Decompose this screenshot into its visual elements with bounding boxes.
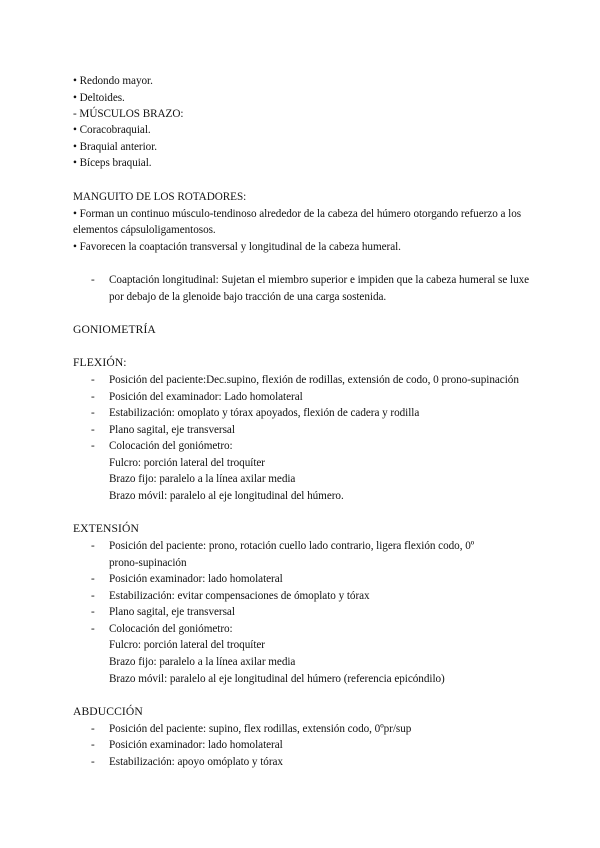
manguito-line: • Forman un continuo músculo-tendinoso alrededor de la cabeza del húmero otorgando refuerzo a los — [73, 208, 522, 220]
dash-marker: - — [91, 623, 95, 635]
extension-item: Colocación del goniómetro: — [109, 623, 233, 635]
dash-marker: - — [91, 590, 95, 602]
flexion-item: Posición del examinador: Lado homolateral — [109, 391, 303, 403]
flexion-title: FLEXIÓN: — [73, 356, 127, 369]
flexion-item: Plano sagital, eje transversal — [109, 424, 235, 436]
abduccion-item: Estabilización: apoyo omóplato y tórax — [109, 756, 283, 768]
dash-marker: - — [91, 274, 95, 286]
dash-marker: - — [91, 606, 95, 618]
dash-marker: - — [91, 391, 95, 403]
dash-marker: - — [91, 739, 95, 751]
extension-subitem: Fulcro: porción lateral del troquíter — [109, 639, 265, 651]
dash-marker: - — [91, 374, 95, 386]
manguito-line: • Favorecen la coaptación transversal y longitudinal de la cabeza humeral. — [73, 241, 401, 253]
dash-marker: - — [91, 440, 95, 452]
flexion-item: Estabilización: omoplato y tórax apoyados, flexión de cadera y rodilla — [109, 407, 420, 419]
manguito-title: MANGUITO DE LOS ROTADORES: — [73, 191, 247, 203]
flexion-subitem: Fulcro: porción lateral del troquíter — [109, 457, 265, 469]
flexion-item: Posición del paciente:Dec.supino, flexión de rodillas, extensión de codo, 0 prono-supinación — [109, 374, 519, 386]
extension-subitem: Brazo fijo: paralelo a la línea axilar media — [109, 656, 296, 668]
extension-item-line1: Posición del paciente: prono, rotación cuello lado contrario, ligera flexión codo, 0º — [109, 540, 475, 552]
manguito-line: elementos cápsuloligamentosos. — [73, 224, 216, 236]
dash-marker: - — [91, 540, 95, 552]
flexion-item: Colocación del goniómetro: — [109, 440, 233, 452]
extension-title: EXTENSIÓN — [73, 522, 139, 535]
musculos-brazo-heading: - MÚSCULOS BRAZO: — [73, 108, 184, 120]
coaptacion-longitudinal-line1: Coaptación longitudinal: Sujetan el miembro superior e impiden que la cabeza humeral se luxe — [109, 274, 530, 286]
extension-item: Posición examinador: lado homolateral — [109, 573, 283, 585]
bullet-biceps-braquial: • Bíceps braquial. — [73, 157, 152, 169]
flexion-subitem: Brazo móvil: paralelo al eje longitudinal del húmero. — [109, 490, 344, 502]
bullet-coracobraquial: • Coracobraquial. — [73, 124, 151, 136]
bullet-deltoides: • Deltoides. — [73, 92, 125, 104]
coaptacion-longitudinal-line2: por debajo de la glenoide bajo tracción de una carga sostenida. — [109, 291, 387, 303]
flexion-subitem: Brazo fijo: paralelo a la línea axilar media — [109, 473, 296, 485]
dash-marker: - — [91, 407, 95, 419]
abduccion-item: Posición examinador: lado homolateral — [109, 739, 283, 751]
dash-marker: - — [91, 756, 95, 768]
extension-subitem: Brazo móvil: paralelo al eje longitudinal del húmero (referencia epicóndilo) — [109, 673, 445, 685]
dash-marker: - — [91, 723, 95, 735]
extension-item: Plano sagital, eje transversal — [109, 606, 235, 618]
extension-item-line2: prono-supinación — [109, 557, 187, 569]
bullet-redondo-mayor: • Redondo mayor. — [73, 75, 153, 87]
dash-marker: - — [91, 573, 95, 585]
abduccion-title: ABDUCCIÓN — [73, 705, 143, 718]
goniometria-title: GONIOMETRÍA — [73, 323, 156, 336]
dash-marker: - — [91, 424, 95, 436]
extension-item: Estabilización: evitar compensaciones de ómoplato y tórax — [109, 590, 370, 602]
bullet-braquial-anterior: • Braquial anterior. — [73, 141, 157, 153]
abduccion-item: Posición del paciente: supino, flex rodillas, extensión codo, 0ºpr/sup — [109, 723, 412, 735]
